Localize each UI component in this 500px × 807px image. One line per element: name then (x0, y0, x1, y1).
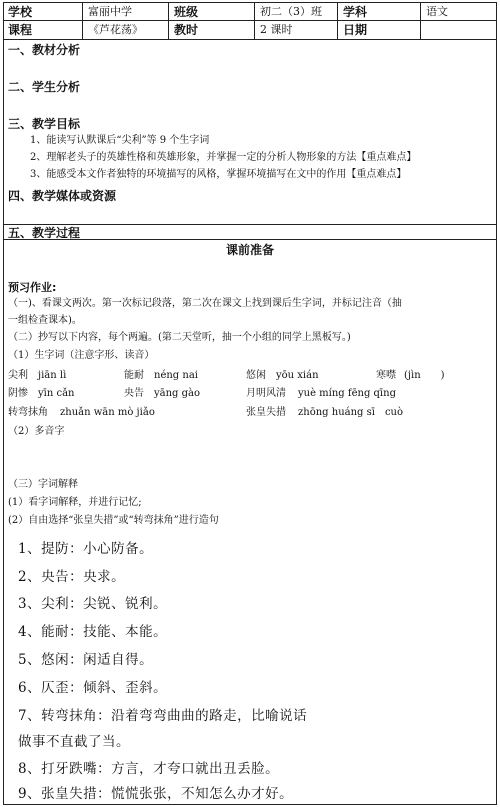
word-item: 央告 (124, 388, 144, 399)
homework-heading: 预习作业: (8, 281, 57, 294)
explanation-step-2: (2）自由选择“张皇失措”或“转弯抹角”进行造句 (8, 515, 219, 526)
section-textbook-analysis: 一、教材分析 (8, 43, 81, 57)
word-pinyin: zhōng huáng sī cuò (298, 407, 404, 418)
definition-item: 4、能耐：技能、本能。 (18, 624, 168, 640)
new-words-heading: （1）生字词（注意字形、读音） (8, 350, 155, 361)
polyphone-heading: （2）多音字 (8, 426, 65, 437)
definition-item-continued: 做事不直截了当。 (18, 734, 130, 750)
course-value: 《芦花荡》 (88, 23, 143, 36)
word-item: 寒噤 (376, 370, 396, 381)
course-label: 课程 (8, 23, 33, 37)
definition-item: 1、提防：小心防备。 (18, 541, 154, 557)
definition-item: 8、打牙跌嘴：方言，才夸口就出丑丢脸。 (18, 761, 280, 777)
subject-label: 学科 (343, 5, 368, 19)
word-pinyin: yāng gào (154, 388, 201, 399)
row-divider (4, 20, 496, 21)
definition-item: 2、央告：央求。 (18, 569, 126, 585)
word-pinyin: yuè míng fēng qīng (298, 388, 396, 399)
word-pinyin: jiān lì (38, 370, 67, 381)
col-divider (420, 3, 421, 39)
homework-line-1b: 一组检查课本)。 (8, 315, 82, 326)
class-value: 初二（3）班 (260, 5, 322, 18)
word-pinyin: néng nai (154, 370, 198, 381)
definition-item: 6、仄歪：倾斜、歪斜。 (18, 680, 168, 696)
goal-2: 2、理解老头子的英雄性格和英雄形象，并掌握一定的分析人物形象的方法【重点难点】 (30, 152, 417, 163)
section-student-analysis: 二、学生分析 (8, 80, 81, 94)
word-explanation-heading: （三）字词解释 (8, 479, 78, 490)
col-divider (337, 3, 338, 39)
col-divider (82, 3, 83, 39)
goal-1: 1、能读写认默课后“尖利”等 9 个生字词 (30, 135, 210, 146)
word-item: 转弯抹角 (8, 407, 48, 418)
section-teaching-goals: 三、教学目标 (8, 117, 81, 131)
lesson-plan-table (3, 2, 497, 805)
explanation-step-1: (1）看字词解释，并进行记忆; (8, 497, 142, 508)
col-divider (168, 3, 169, 39)
definition-item: 3、尖利：尖锐、锐利。 (18, 596, 168, 612)
definition-item: 5、悠闲：闲适自得。 (18, 652, 154, 668)
definition-item: 9、张皇失措：慌慌张张，不知怎么办才好。 (18, 786, 294, 802)
word-pinyin: (jìn ) (404, 370, 445, 381)
word-pinyin: yōu xián (276, 370, 319, 381)
homework-line-2: （二）抄写以下内容，每个两遍。(第二天堂听，抽一个小组的同学上黑板写。) (8, 332, 351, 343)
homework-line-1a: （一)、看课文两次。第一次标记段落，第二次在课文上找到课后生字词，并标记注音（抽 (8, 298, 402, 309)
word-item: 张皇失措 (246, 407, 286, 418)
word-item: 月明风清 (246, 388, 286, 399)
word-item: 尖利 (8, 370, 28, 381)
word-pinyin: yīn cǎn (38, 388, 75, 399)
school-value: 富丽中学 (88, 5, 132, 18)
row-divider (4, 224, 496, 225)
definition-item: 7、转弯抹角：沿着弯弯曲曲的路走，比喻说话 (18, 708, 308, 724)
word-item: 能耐 (124, 370, 144, 381)
col-divider (254, 3, 255, 39)
section-teaching-process: 五、教学过程 (8, 226, 81, 240)
periods-label: 教时 (174, 23, 199, 37)
word-item: 悠闲 (246, 370, 266, 381)
goal-3: 3、能感受本文作者独特的环境描写的风格，掌握环境描写在文中的作用【重点难点】 (30, 169, 407, 180)
subject-value: 语文 (426, 5, 448, 18)
date-label: 日期 (343, 23, 368, 37)
section-media-resources: 四、教学媒体或资源 (8, 189, 117, 203)
school-label: 学校 (8, 5, 33, 19)
row-divider (4, 39, 496, 40)
process-title: 课前准备 (226, 243, 275, 257)
class-label: 班级 (174, 5, 199, 19)
periods-value: 2 课时 (260, 23, 293, 36)
word-item: 阴惨 (8, 388, 28, 399)
word-pinyin: zhuǎn wān mò jiǎo (60, 407, 155, 418)
